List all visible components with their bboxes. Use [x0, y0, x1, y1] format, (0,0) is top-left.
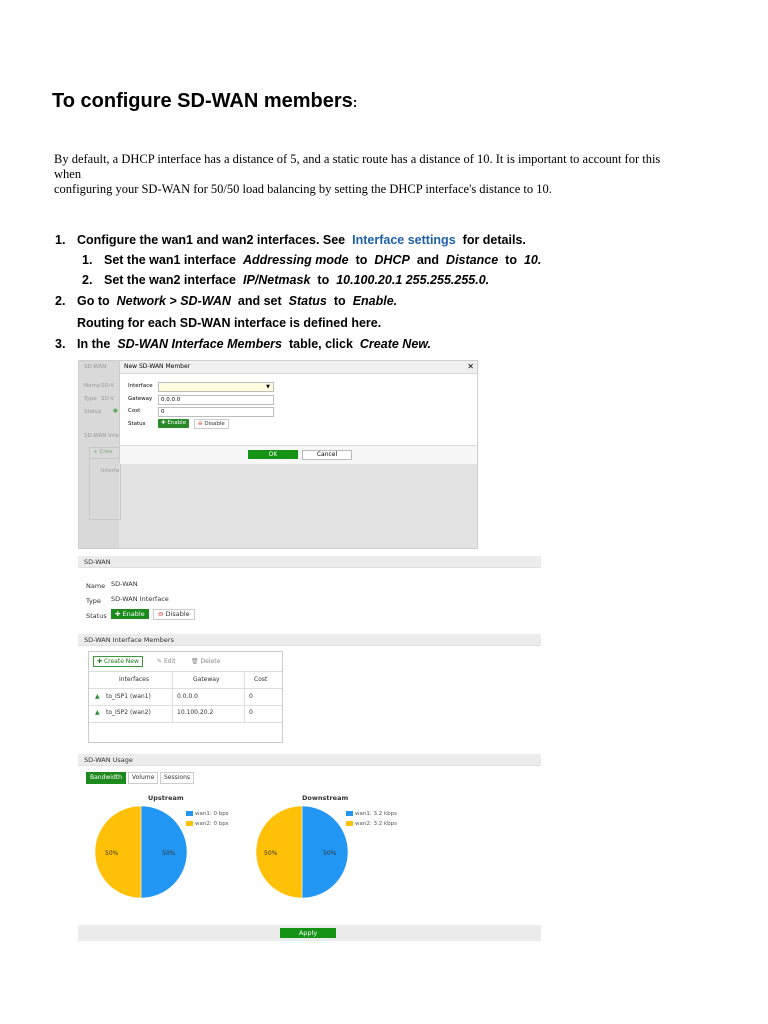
dialog-footer — [120, 445, 478, 464]
delete-button[interactable] — [187, 656, 224, 667]
status-label: Status — [86, 612, 107, 620]
trash-icon: 🗑 — [191, 658, 199, 665]
step-text: table, click — [288, 337, 353, 351]
legend-label: wan1: 3.2 kbps — [355, 811, 397, 817]
bg-members-label: SD-WAN Inte — [84, 433, 119, 439]
sdwan-section-header: SD-WAN — [78, 556, 541, 568]
divider — [244, 671, 245, 722]
apply-bar — [78, 925, 541, 941]
downstream-wan1-pct-label: 50% — [323, 850, 337, 857]
enable-button[interactable] — [111, 609, 149, 619]
step-text: for details. — [462, 233, 526, 247]
close-icon[interactable]: ✕ — [467, 362, 474, 371]
status-label: Status — [128, 421, 146, 427]
step-keyword: IP/Netmask — [243, 273, 311, 287]
legend-item — [346, 811, 397, 817]
column-header-cost[interactable]: Cost — [254, 676, 268, 683]
pencil-icon: ✎ — [157, 658, 163, 665]
bg-interfaces-header: Interfa — [101, 468, 120, 474]
upstream-wan1-pct-label: 50% — [162, 850, 176, 857]
intro-line-3: configuring your SD-WAN for 50/50 load balancing by setting the DHCP interface's distance to 10. — [54, 182, 552, 196]
column-header-gateway[interactable]: Gateway — [193, 676, 220, 683]
downstream-slice-wan2 — [256, 806, 302, 898]
column-header-interfaces[interactable]: Interfaces — [119, 676, 149, 683]
enable-label: Enable — [122, 610, 145, 618]
new-member-dialog — [119, 361, 478, 463]
divider — [89, 671, 282, 672]
legend-swatch — [186, 811, 193, 816]
legend-item — [346, 821, 397, 827]
tab-sessions[interactable]: Sessions — [160, 772, 194, 784]
interface-settings-link[interactable]: Interface settings — [352, 233, 456, 247]
legend-label: wan1: 0 bps — [195, 811, 229, 817]
legend-swatch — [186, 821, 193, 826]
legend-label: wan2: 0 bps — [195, 821, 229, 827]
step-keyword: SD-WAN Interface Members — [117, 337, 282, 351]
usage-section-header: SD-WAN Usage — [78, 754, 541, 766]
row-cost: 0 — [249, 693, 253, 700]
divider — [89, 722, 282, 723]
step-text: to — [317, 273, 330, 287]
step-text: Configure the wan1 and wan2 interfaces. See — [77, 233, 346, 247]
bg-name-value: SD-V — [101, 383, 115, 389]
step-keyword: Network > SD-WAN — [116, 294, 231, 308]
step-1-1 — [82, 253, 541, 267]
tab-volume[interactable]: Volume — [128, 772, 158, 784]
disable-label: Disable — [204, 421, 225, 427]
enable-label: Enable — [167, 420, 187, 426]
divider — [89, 705, 282, 706]
bg-enable-icon: ● — [113, 408, 118, 414]
row-cost: 0 — [249, 709, 253, 716]
cancel-button[interactable]: Cancel — [302, 450, 352, 460]
intro-paragraph — [54, 152, 754, 197]
sdwan-page-screenshot — [78, 553, 541, 941]
interface-up-icon: ▲ — [95, 709, 100, 716]
tab-bandwidth[interactable]: Bandwidth — [86, 772, 126, 784]
minus-circle-icon: ⊖ — [198, 421, 203, 427]
page-title — [52, 90, 357, 113]
new-member-dialog-screenshot — [78, 360, 478, 549]
step-text: to — [505, 253, 517, 267]
downstream-wan2-pct-label: 50% — [264, 850, 278, 857]
gateway-input[interactable]: 0.0.0.0 — [158, 395, 274, 405]
step-text: and — [416, 253, 440, 267]
step-keyword: Create New. — [359, 337, 431, 351]
cost-label: Cost — [128, 408, 141, 414]
step-keyword: 10.100.20.1 255.255.255.0. — [336, 273, 490, 287]
dialog-header — [120, 361, 478, 374]
gateway-label: Gateway — [128, 396, 153, 402]
edit-label: Edit — [163, 658, 176, 665]
legend-label: wan2: 3.2 kbps — [355, 821, 397, 827]
edit-button[interactable] — [153, 656, 180, 667]
name-label: Name — [86, 582, 106, 590]
delete-label: Delete — [200, 658, 221, 665]
step-number: 2. — [82, 273, 93, 287]
interface-label: Interface — [128, 383, 153, 389]
step-number: 3. — [55, 337, 66, 351]
step-text: to — [355, 253, 368, 267]
step-number: 2. — [55, 294, 66, 308]
bg-create-button: + Crea — [93, 449, 113, 455]
step-1-2 — [82, 273, 489, 287]
intro-line-1: By default, a DHCP interface has a distance of 5, and a static route has a distance of 10. It is important to account for this — [54, 152, 661, 166]
step-number: 1. — [82, 253, 93, 267]
members-table — [88, 651, 283, 743]
name-value: SD-WAN — [111, 580, 138, 588]
create-new-label: Create New — [103, 658, 139, 665]
step-keyword: Distance — [446, 253, 499, 267]
chevron-down-icon: ▼ — [266, 384, 270, 390]
bg-section-label: SD-WAN — [84, 364, 107, 370]
interface-up-icon: ▲ — [95, 693, 100, 700]
disable-label: Disable — [165, 610, 190, 618]
dialog-title: New SD-WAN Member — [124, 363, 191, 370]
row-interface: to_ISP2 (wan2) — [106, 709, 151, 716]
members-section-header: SD-WAN Interface Members — [78, 634, 541, 646]
plus-icon: ✚ — [97, 658, 103, 665]
downstream-chart-title: Downstream — [302, 794, 349, 802]
cost-input[interactable]: 0 — [158, 407, 274, 417]
title-colon: : — [352, 94, 358, 110]
bg-status-label: Status — [84, 409, 102, 415]
step-text: to — [333, 294, 346, 308]
divider — [89, 688, 282, 689]
step-1 — [55, 233, 526, 247]
step-text: In the — [77, 337, 111, 351]
type-value: SD-WAN Interface — [111, 595, 169, 603]
step-keyword: Addressing mode — [243, 253, 349, 267]
step-keyword: 10. — [523, 253, 542, 267]
page-title-text: To configure SD-WAN members — [52, 90, 353, 112]
upstream-chart-title: Upstream — [148, 794, 184, 802]
step-text: Set the wan1 interface — [104, 253, 236, 267]
row-interface: to_ISP1 (wan1) — [106, 693, 151, 700]
disable-button[interactable] — [153, 609, 195, 620]
row-gateway: 10.100.20.2 — [177, 709, 214, 716]
ok-button[interactable]: OK — [248, 450, 298, 459]
interface-select[interactable] — [158, 382, 274, 392]
legend-item — [186, 811, 229, 817]
step-number: 1. — [55, 233, 66, 247]
step-keyword: Enable. — [352, 294, 398, 308]
row-gateway: 0.0.0.0 — [177, 693, 198, 700]
enable-button[interactable] — [158, 419, 189, 428]
divider — [172, 671, 173, 722]
intro-line-2: when — [54, 167, 82, 181]
minus-circle-icon: ⊖ — [158, 610, 164, 618]
step-text: Set the wan2 interface — [104, 273, 236, 287]
legend-swatch — [346, 811, 353, 816]
step-keyword: Status — [288, 294, 327, 308]
legend-swatch — [346, 821, 353, 826]
legend-item — [186, 821, 229, 827]
upstream-wan2-pct-label: 50% — [105, 850, 119, 857]
bg-type-label: Type — [84, 396, 97, 402]
check-circle-icon: ✚ — [161, 420, 166, 426]
step-keyword: DHCP — [374, 253, 410, 267]
step-2-note: Routing for each SD-WAN interface is defined here. — [77, 316, 382, 330]
type-label: Type — [86, 597, 101, 605]
disable-button[interactable] — [194, 419, 229, 429]
apply-button[interactable]: Apply — [280, 928, 336, 938]
step-text: Go to — [77, 294, 110, 308]
step-text: and set — [237, 294, 282, 308]
bg-type-value: SD-V — [101, 396, 115, 402]
bg-name-label: Name — [84, 383, 101, 389]
step-3 — [55, 337, 431, 351]
step-2 — [55, 294, 397, 308]
create-new-button[interactable] — [93, 656, 143, 667]
check-circle-icon: ✚ — [115, 610, 121, 618]
